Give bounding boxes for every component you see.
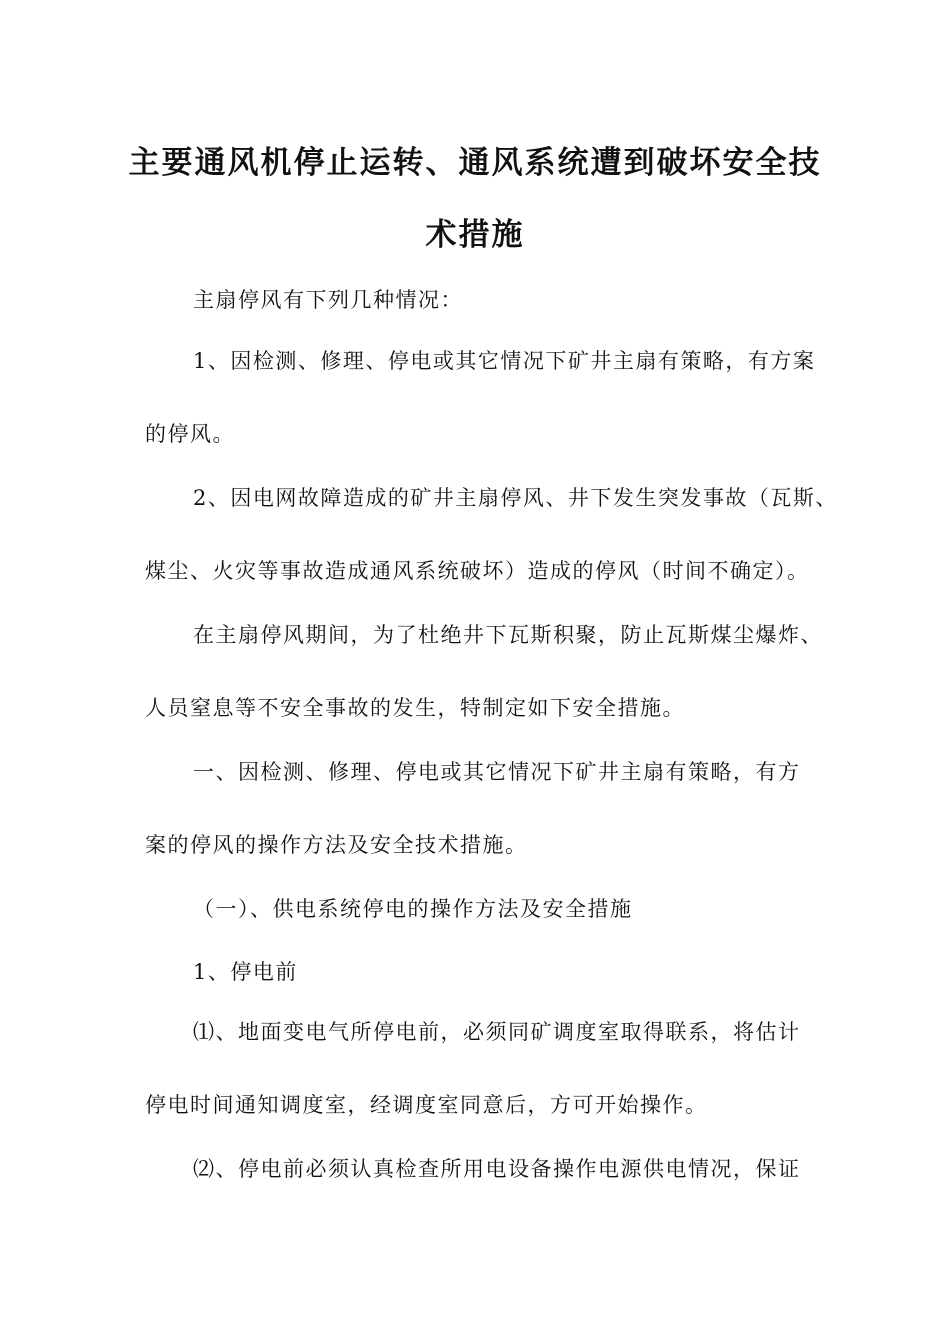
item-1-line-1: ⑴、地面变电气所停电前，必须同矿调度室取得联系，将估计 xyxy=(193,1020,801,1044)
paragraph-case-2-line-1: 2、因电网故障造成的矿井主扇停风、井下发生突发事故（瓦斯、 xyxy=(193,486,838,510)
paragraph-purpose-line-1: 在主扇停风期间，为了杜绝井下瓦斯积聚，防止瓦斯煤尘爆炸、 xyxy=(193,623,823,647)
paragraph-purpose-line-2: 人员窒息等不安全事故的发生，特制定如下安全措施。 xyxy=(145,696,685,720)
paragraph-intro: 主扇停风有下列几种情况： xyxy=(193,288,463,312)
paragraph-case-1-line-1: 1、因检测、修理、停电或其它情况下矿井主扇有策略，有方案 xyxy=(193,349,816,373)
section-heading-1-line-2: 案的停风的操作方法及安全技术措施。 xyxy=(145,833,528,857)
item-2-line-1: ⑵、停电前必须认真检查所用电设备操作电源供电情况，保证 xyxy=(193,1157,801,1181)
document-title-line-2: 术措施 xyxy=(425,217,525,253)
paragraph-case-1-line-2: 的停风。 xyxy=(145,422,235,446)
document-title-line-1: 主要通风机停止运转、通风系统遭到破坏安全技 xyxy=(128,145,822,181)
section-heading-1-line-1: 一、因检测、修理、停电或其它情况下矿井主扇有策略，有方 xyxy=(193,760,801,784)
paragraph-case-2-line-2: 煤尘、火灾等事故造成通风系统破坏）造成的停风（时间不确定）。 xyxy=(145,559,810,583)
item-heading-before-outage: 1、停电前 xyxy=(193,960,298,984)
subsection-heading: （一）、供电系统停电的操作方法及安全措施 xyxy=(193,897,633,921)
item-1-line-2: 停电时间通知调度室，经调度室同意后，方可开始操作。 xyxy=(145,1093,708,1117)
